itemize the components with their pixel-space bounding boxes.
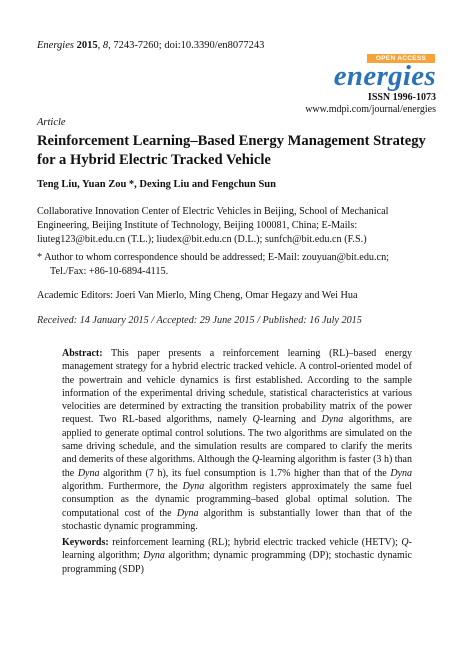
open-access-badge: OPEN ACCESS (367, 54, 435, 63)
abstract-text: -learning and (259, 414, 322, 426)
journal-name: Energies (37, 40, 74, 51)
keywords-text: reinforcement learning (RL); hybrid electric tracked vehicle (HETV); (108, 537, 402, 548)
abstract-text: This paper presents a reinforcement learning (RL)–based energy management strategy for a hybrid electric tracked vehicle. A control-oriented model of the powertrain and vehicle dynamics is first established. According to the sample information of the experimental driving schedule, statistical characteristics at various velocities are determined by extracting the transition probability matrix of the power request. Two RL-based algorithms, namely (62, 348, 412, 426)
author-list: Teng Liu, Yuan Zou *, Dexing Liu and Fengchun Sun (37, 179, 276, 190)
journal-logo: energies (333, 60, 436, 92)
issn: ISSN 1996-1073 (367, 92, 436, 103)
abstract-italic: Q (252, 454, 260, 466)
keywords-text: algorithm; dynamic programming (DP); stochastic dynamic programming (SDP) (62, 550, 412, 575)
abstract (62, 347, 412, 533)
correspondence-line-1: * Author to whom correspondence should be addressed; E-Mail: zouyuan@bit.edu.cn; (37, 252, 389, 263)
affiliation: Collaborative Innovation Center of Electric Vehicles in Beijing, School of Mechanical Engineering, Beijing Institute of Technology, Beijing 100081, China; E-Mails: liuteg123@bit.edu.cn (T.L.); liudex@bit.edu.cn (D.L.); sunfch@bit.edu.cn (F.S.) (37, 206, 389, 245)
citation-volume: 8 (102, 40, 109, 51)
abstract-text: algorithm. Furthermore, the (62, 480, 183, 492)
abstract-italic: Dyna (321, 414, 344, 426)
abstract-text: algorithm (7 h), its fuel consumption is 1.7% higher than that of the (99, 467, 391, 479)
abstract-text: -learning algorithm is faster (3 h) than the (62, 454, 412, 479)
journal-url[interactable]: www.mdpi.com/journal/energies (305, 104, 436, 115)
article-type: Article (37, 117, 66, 128)
abstract-italic: Dyna (182, 480, 205, 492)
citation-year: 2015 (76, 40, 98, 51)
correspondence-line-2: Tel./Fax: +86-10-6894-4115. (50, 266, 169, 277)
publication-dates: Received: 14 January 2015 / Accepted: 29 June 2015 / Published: 16 July 2015 (37, 315, 362, 326)
correspondence (37, 251, 442, 279)
abstract-italic: Dyna (77, 467, 100, 479)
citation-line: Energies 2015, 8, 7243-7260; doi:10.3390/en8077243 (37, 40, 265, 51)
keywords-italic: Q (401, 537, 409, 548)
keywords (62, 536, 412, 576)
abstract-text: algorithms, are applied to generate optimal control solutions. The two algorithms are simulated on the same driving schedule, and the simulation results are compared to clarify the merits and demerits of these algorithms. Although the (62, 414, 412, 466)
abstract-italic: Dyna (176, 507, 199, 519)
keywords-label: Keywords: (62, 537, 109, 548)
paper-title: Reinforcement Learning–Based Energy Management Strategy for a Hybrid Electric Tracked Vehicle (37, 133, 426, 168)
abstract-italic: Dyna (390, 467, 412, 479)
abstract-italic: Q (252, 414, 260, 426)
keywords-italic: Dyna (143, 550, 165, 562)
academic-editors: Academic Editors: Joeri Van Mierlo, Ming Cheng, Omar Hegazy and Wei Hua (37, 290, 358, 301)
keywords-text: -learning algorithm; (62, 537, 412, 562)
abstract-label: Abstract: (62, 348, 103, 359)
citation-pages-doi: , 7243-7260; doi:10.3390/en8077243 (108, 40, 265, 51)
abstract-text: algorithm is substantially lower than that of the stochastic dynamic programming. (62, 507, 412, 532)
abstract-text: algorithm registers approximately the same fuel consumption as the dynamic programming–based global optimal solution. The computational cost of the (62, 480, 413, 519)
